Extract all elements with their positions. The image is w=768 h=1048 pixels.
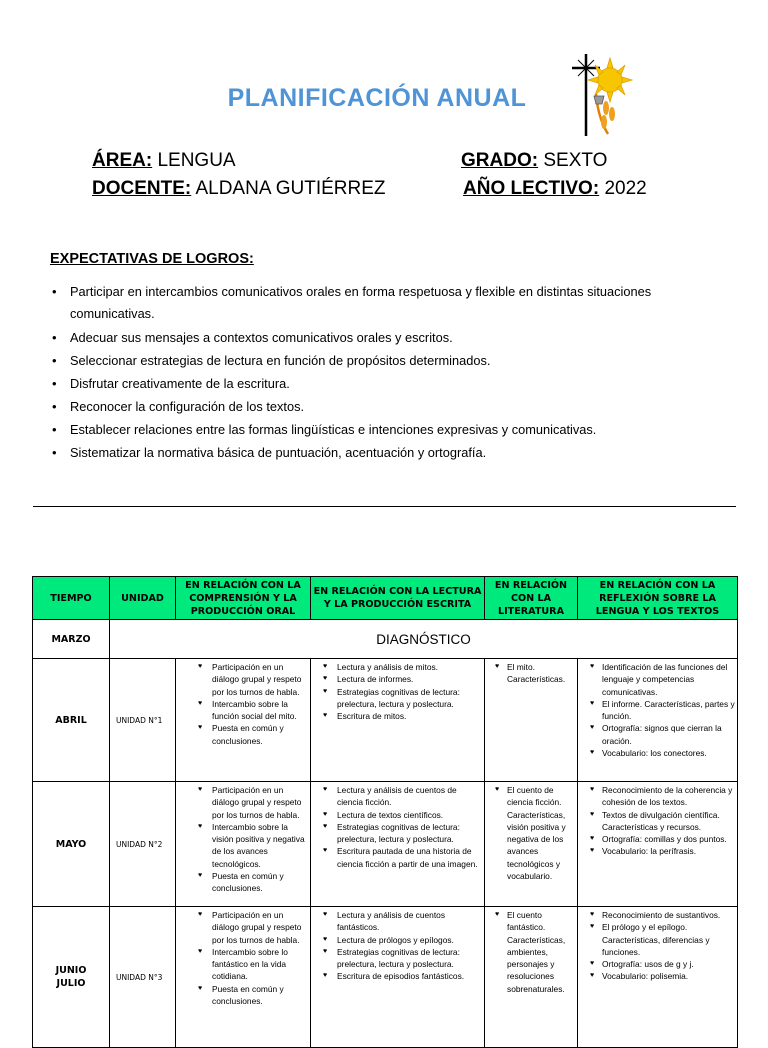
oral-cell (176, 907, 311, 1048)
table-header-row (33, 577, 738, 620)
list-item: • Sistematizar la normativa básica de puntuación, acentuación y ortografía. (48, 441, 708, 464)
list-item: ♥ Estrategias cognitivas de lectura: prelectura, lectura y poslectura. (311, 946, 482, 971)
list-item: ♥ El cuento de ciencia ficción. Características, visión positiva y negativa de los avances tecnológicos y vocabulario. (485, 784, 575, 882)
list-item: ♥ Lectura y análisis de cuentos de ciencia ficción. (311, 784, 482, 809)
list-item: ♥ Escritura de mitos. (311, 710, 482, 722)
list-item: ♥ Vocabulario: los conectores. (578, 747, 735, 759)
list-item: • Disfrutar creativamente de la escritura. (48, 372, 708, 395)
anio-lectivo-field (463, 178, 647, 200)
school-emblem-logo (566, 48, 634, 138)
list-item: ♥ Lectura de informes. (311, 673, 482, 685)
header-oral: EN RELACIÓN CON LA COMPRENSIÓN Y LA PRODUCCIÓN ORAL (176, 577, 311, 620)
list-item: • Seleccionar estrategias de lectura en función de propósitos determinados. (48, 349, 708, 372)
reflexion-cell (578, 907, 738, 1048)
escrita-cell (311, 782, 485, 907)
area-field (92, 150, 236, 172)
literatura-cell (485, 659, 578, 782)
month-cell (33, 907, 110, 1048)
grado-label: GRADO: (461, 150, 539, 171)
docente-value: ALDANA GUTIÉRREZ (195, 178, 386, 199)
grado-value: SEXTO (543, 150, 608, 171)
escrita-cell (311, 659, 485, 782)
list-item: ♥ Participación en un diálogo grupal y respeto por los turnos de habla. (176, 661, 308, 698)
docente-label: DOCENTE: (92, 178, 192, 199)
docente-field (92, 178, 386, 200)
list-item: ♥ Participación en un diálogo grupal y respeto por los turnos de habla. (176, 909, 308, 946)
anio-label: AÑO LECTIVO: (463, 178, 600, 199)
list-item: ♥ Lectura de prólogos y epílogos. (311, 934, 482, 946)
month-cell: MARZO (33, 620, 110, 659)
list-item: ♥ Intercambio sobre la visión positiva y negativa de los avances tecnológicos. (176, 821, 308, 870)
table-row (33, 620, 738, 659)
list-item: ♥ Reconocimiento de sustantivos. (578, 909, 735, 921)
page-title: PLANIFICACIÓN ANUAL (227, 84, 527, 112)
list-item: ♥ Reconocimiento de la coherencia y cohesión de los textos. (578, 784, 735, 809)
list-item: • Adecuar sus mensajes a contextos comunicativos orales y escritos. (48, 326, 708, 349)
month-cell: MAYO (33, 782, 110, 907)
list-item: ♥ Puesta en común y conclusiones. (176, 722, 308, 747)
header-escrita: EN RELACIÓN CON LA LECTURA Y LA PRODUCCIÓN ESCRITA (311, 577, 485, 620)
list-item: ♥ Vocabulario: polisemia. (578, 970, 735, 982)
reflexion-cell (578, 782, 738, 907)
list-item: ♥ El mito. Características. (485, 661, 575, 686)
table-row (33, 907, 738, 1048)
list-item: ♥ Intercambio sobre lo fantástico en la vida cotidiana. (176, 946, 308, 983)
list-item: ♥ Participación en un diálogo grupal y respeto por los turnos de habla. (176, 784, 308, 821)
area-value: LENGUA (157, 150, 236, 171)
header-literatura: EN RELACIÓN CON LA LITERATURA (485, 577, 578, 620)
table-row (33, 659, 738, 782)
list-item: ♥ Textos de divulgación científica. Características y recursos. (578, 809, 735, 834)
literatura-cell (485, 782, 578, 907)
list-item: ♥ Ortografía: comillas y dos puntos. (578, 833, 735, 845)
table-row (33, 782, 738, 907)
list-item: • Participar en intercambios comunicativos orales en forma respetuosa y flexible en distintas situaciones comunicativas. (48, 281, 708, 325)
list-item: ♥ Ortografía: usos de g y j. (578, 958, 735, 970)
unit-cell: UNIDAD N°3 (110, 907, 176, 1048)
unit-cell: UNIDAD N°1 (110, 659, 176, 782)
list-item: ♥ El prólogo y el epílogo. Características, diferencias y funciones. (578, 921, 735, 958)
list-item: ♥ Estrategias cognitivas de lectura: prelectura, lectura y poslectura. (311, 686, 482, 711)
section-divider (33, 506, 736, 507)
area-label: ÁREA: (92, 150, 153, 171)
oral-cell (176, 782, 311, 907)
list-item: ♥ Intercambio sobre la función social del mito. (176, 698, 308, 723)
month-label: JUNIO JULIO (55, 965, 87, 989)
diagnostico-cell: DIAGNÓSTICO (110, 620, 738, 659)
list-item: • Establecer relaciones entre las formas lingüísticas e intenciones expresivas y comunicativas. (48, 418, 708, 441)
list-item: ♥ Escritura de episodios fantásticos. (311, 970, 482, 982)
list-item: ♥ Vocabulario: la perífrasis. (578, 845, 735, 857)
reflexion-cell (578, 659, 738, 782)
list-item: ♥ Ortografía: signos que cierran la oración. (578, 722, 735, 747)
grado-field (461, 150, 607, 172)
literatura-cell (485, 907, 578, 1048)
list-item: ♥ Puesta en común y conclusiones. (176, 983, 308, 1008)
header-tiempo: TIEMPO (33, 577, 110, 620)
expectativas-title: EXPECTATIVAS DE LOGROS: (50, 251, 254, 267)
list-item: ♥ Lectura y análisis de cuentos fantásticos. (311, 909, 482, 934)
list-item: ♥ Puesta en común y conclusiones. (176, 870, 308, 895)
month-cell: ABRIL (33, 659, 110, 782)
expectativas-list (48, 281, 708, 464)
list-item: • Reconocer la configuración de los textos. (48, 395, 708, 418)
oral-cell (176, 659, 311, 782)
header-unidad: UNIDAD (110, 577, 176, 620)
unit-cell: UNIDAD N°2 (110, 782, 176, 907)
list-item: ♥ Estrategias cognitivas de lectura: prelectura, lectura y poslectura. (311, 821, 482, 846)
escrita-cell (311, 907, 485, 1048)
anio-value: 2022 (604, 178, 647, 199)
list-item: ♥ El cuento fantástico. Características, ambientes, personajes y resoluciones sobrenaturales. (485, 909, 575, 995)
list-item: ♥ Escritura pautada de una historia de ciencia ficción a partir de una imagen. (311, 845, 482, 870)
planning-table (32, 576, 738, 1048)
header-reflexion: EN RELACIÓN CON LA REFLEXIÓN SOBRE LA LENGUA Y LOS TEXTOS (578, 577, 738, 620)
list-item: ♥ Identificación de las funciones del lenguaje y competencias comunicativas. (578, 661, 735, 698)
list-item: ♥ El informe. Características, partes y función. (578, 698, 735, 723)
list-item: ♥ Lectura de textos científicos. (311, 809, 482, 821)
list-item: ♥ Lectura y análisis de mitos. (311, 661, 482, 673)
